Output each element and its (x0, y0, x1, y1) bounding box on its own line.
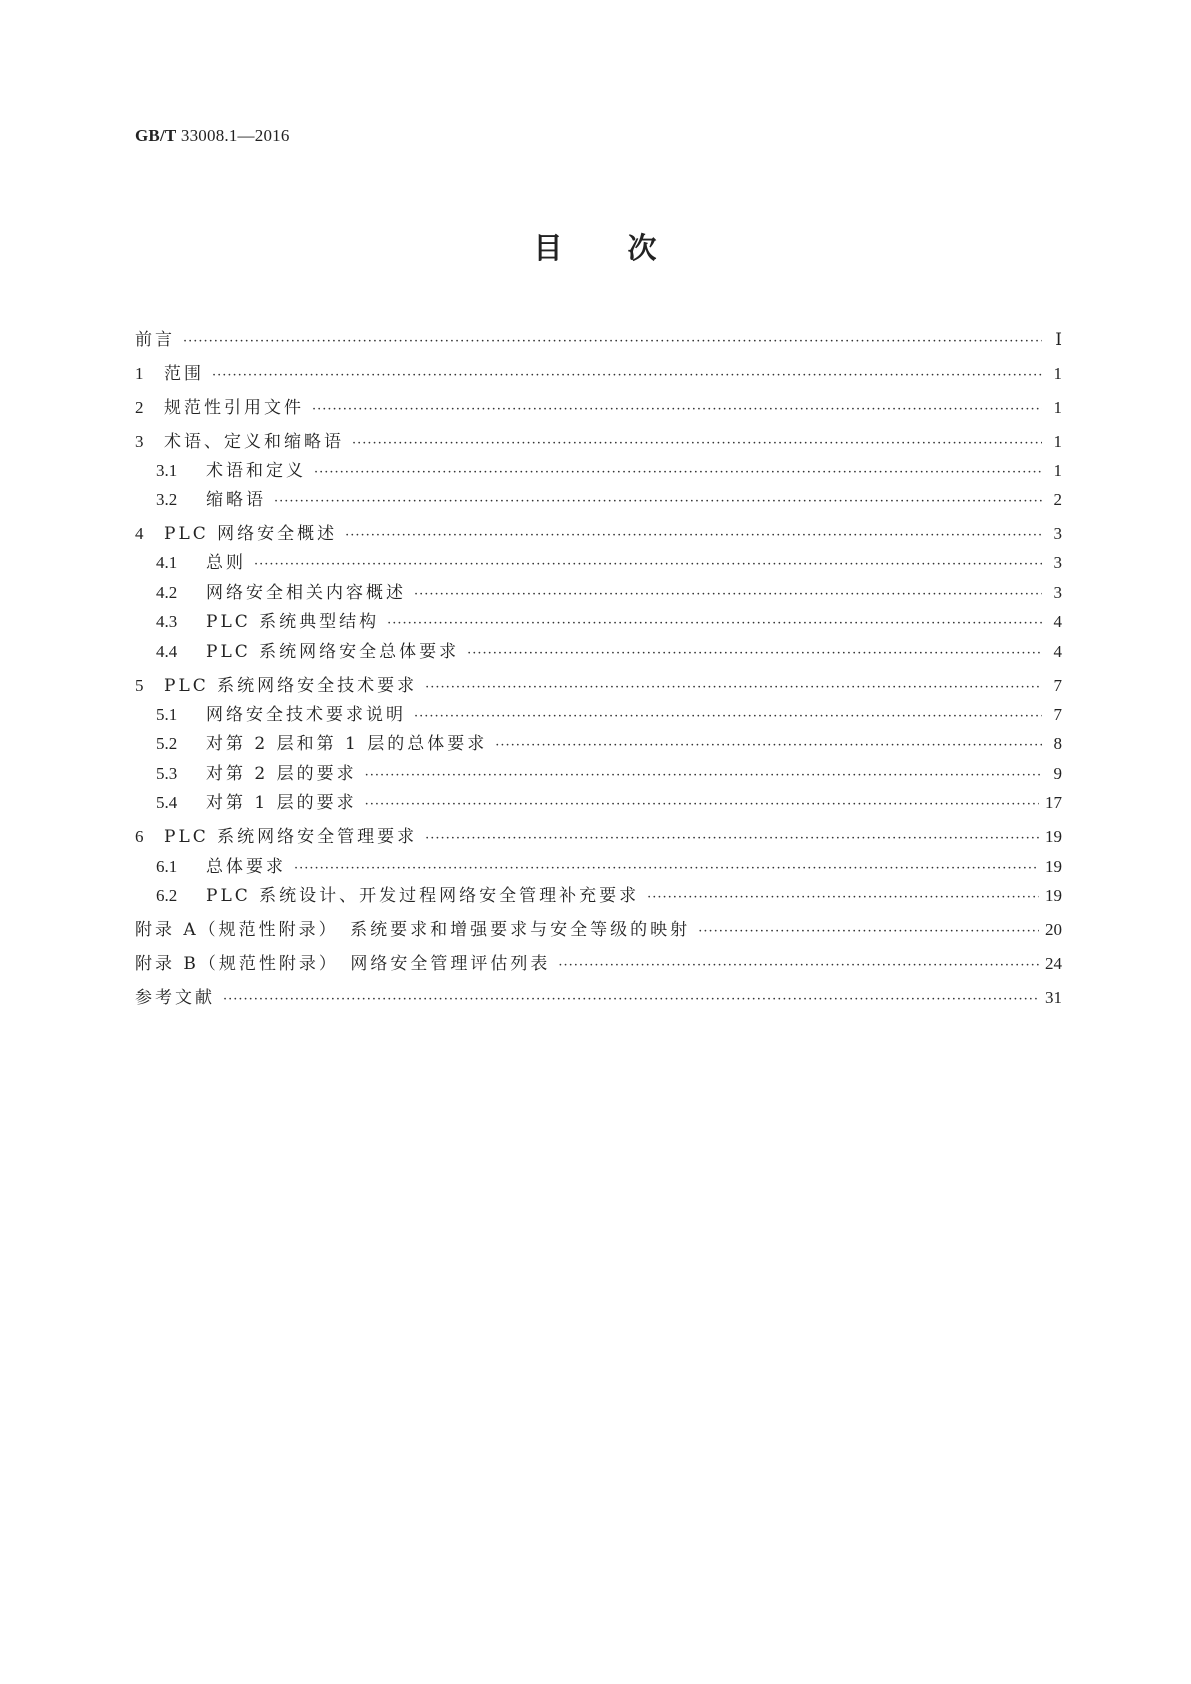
toc-entry-page: 7 (1053, 676, 1062, 695)
toc-entry[interactable] (156, 762, 1062, 786)
toc-entry-page: 1 (1053, 364, 1062, 383)
toc-entry[interactable] (135, 430, 1062, 454)
toc-entry[interactable] (135, 674, 1062, 698)
toc-entry[interactable] (135, 522, 1062, 546)
toc-entry-page: 1 (1053, 398, 1062, 417)
toc-entry-label: 规范性引用文件 (164, 398, 304, 418)
standard-prefix: GB/T (135, 126, 177, 145)
toc-entry-number: 4.3 (156, 612, 178, 631)
toc-entry-label: PLC 网络安全概述 (164, 524, 338, 544)
toc-entry-label: PLC 系统网络安全总体要求 (206, 642, 460, 662)
toc-entry[interactable] (156, 640, 1062, 664)
toc-dot-leader (212, 364, 1042, 388)
toc-entry-label: 参考文献 (135, 988, 215, 1008)
toc-entry-page: 24 (1045, 954, 1062, 973)
toc-entry-page: 17 (1045, 793, 1062, 812)
toc-entry-label: 附录 B（规范性附录） 网络安全管理评估列表 (135, 954, 551, 974)
toc-entry-number: 4.2 (156, 583, 178, 602)
toc-dot-leader (223, 988, 1039, 1012)
toc-entry-number: 3.2 (156, 490, 178, 509)
toc-entry-page: 3 (1053, 524, 1062, 543)
toc-entry-page: 4 (1053, 642, 1062, 661)
toc-entry[interactable] (135, 952, 1062, 976)
toc-entry-label: 范围 (164, 364, 204, 384)
title-char-1: 目 (533, 231, 564, 265)
toc-entry-number: 6.2 (156, 886, 178, 905)
toc-entry-label: 网络安全技术要求说明 (206, 705, 406, 725)
toc-entry-number: 6.1 (156, 857, 178, 876)
toc-entry-number: 4.4 (156, 642, 178, 661)
toc-entry-page: 20 (1045, 920, 1062, 939)
toc-entry-label: 对第 1 层的要求 (206, 793, 357, 813)
toc-entry[interactable] (156, 703, 1062, 727)
toc-entry-page: 8 (1053, 734, 1062, 753)
toc-entry-number: 4.1 (156, 553, 178, 572)
document-code (135, 126, 290, 146)
toc-entry-page: 3 (1053, 553, 1062, 572)
toc-entry-label: 对第 2 层的要求 (206, 764, 357, 784)
toc-dot-leader (425, 676, 1042, 700)
toc-entry[interactable] (135, 986, 1062, 1010)
toc-entry-page: 19 (1045, 886, 1062, 905)
toc-entry-number: 5.1 (156, 705, 178, 724)
toc-entry-label: PLC 系统网络安全管理要求 (164, 827, 418, 847)
toc-dot-leader (558, 954, 1039, 978)
toc-entry-number: 3 (135, 432, 144, 451)
toc-entry-page: 9 (1053, 764, 1062, 783)
toc-entry-label: PLC 系统设计、开发过程网络安全管理补充要求 (206, 886, 640, 906)
toc-entry-label: 附录 A（规范性附录） 系统要求和增强要求与安全等级的映射 (135, 920, 691, 940)
toc-entry-page: 4 (1053, 612, 1062, 631)
toc-entry[interactable] (156, 791, 1062, 815)
toc-entry-number: 2 (135, 398, 144, 417)
toc-dot-leader (495, 734, 1042, 758)
toc-entry-label: PLC 系统典型结构 (206, 612, 380, 632)
title-char-2: 次 (627, 231, 658, 265)
toc-entry[interactable] (156, 884, 1062, 908)
toc-dot-leader (314, 461, 1042, 485)
toc-dot-leader (647, 886, 1039, 910)
toc-entry-label: 总则 (206, 553, 246, 573)
toc-entry-label: 总体要求 (206, 857, 286, 877)
toc-entry[interactable] (135, 825, 1062, 849)
toc-entry-number: 6 (135, 827, 144, 846)
toc-dot-leader (425, 827, 1039, 851)
toc-entry-number: 5.4 (156, 793, 178, 812)
toc-entry-label: 前言 (135, 330, 175, 350)
toc-entry-page: 1 (1053, 432, 1062, 451)
toc-dot-leader (345, 524, 1042, 548)
page-title (0, 226, 1191, 267)
toc-dot-leader (294, 857, 1039, 881)
toc-entry-label: 网络安全相关内容概述 (206, 583, 406, 603)
toc-entry-page: 7 (1053, 705, 1062, 724)
toc-dot-leader (414, 583, 1042, 607)
toc-entry-label: 术语、定义和缩略语 (164, 432, 344, 452)
toc-dot-leader (352, 432, 1042, 456)
toc-entry-label: 对第 2 层和第 1 层的总体要求 (206, 734, 488, 754)
toc-entry[interactable] (135, 396, 1062, 420)
toc-dot-leader (387, 612, 1042, 636)
toc-dot-leader (365, 764, 1042, 788)
toc-dot-leader (365, 793, 1039, 817)
toc-entry[interactable] (156, 581, 1062, 605)
toc-dot-leader (414, 705, 1042, 729)
toc-entry-label: PLC 系统网络安全技术要求 (164, 676, 418, 696)
toc-entry-number: 3.1 (156, 461, 178, 480)
toc-entry-number: 4 (135, 524, 144, 543)
toc-entry[interactable] (156, 488, 1062, 512)
toc-entry[interactable] (156, 855, 1062, 879)
toc-entry-number: 5.3 (156, 764, 178, 783)
toc-entry-page: 1 (1053, 461, 1062, 480)
toc-entry-page: Ⅰ (1055, 330, 1062, 349)
toc-dot-leader (467, 642, 1042, 666)
toc-dot-leader (183, 330, 1042, 354)
toc-entry[interactable] (156, 732, 1062, 756)
toc-entry-page: 31 (1045, 988, 1062, 1007)
toc-dot-leader (274, 490, 1042, 514)
toc-entry-label: 术语和定义 (206, 461, 306, 481)
toc-entry[interactable] (135, 362, 1062, 386)
toc-entry[interactable] (135, 328, 1062, 352)
toc-dot-leader (698, 920, 1039, 944)
toc-entry[interactable] (135, 918, 1062, 942)
toc-entry-number: 1 (135, 364, 144, 383)
toc-dot-leader (254, 553, 1042, 577)
standard-number: 33008.1—2016 (180, 126, 290, 145)
toc-entry-page: 19 (1045, 857, 1062, 876)
toc-entry[interactable] (156, 551, 1062, 575)
toc-entry-page: 3 (1053, 583, 1062, 602)
toc-entry-label: 缩略语 (206, 490, 266, 510)
toc-entry-number: 5.2 (156, 734, 178, 753)
toc-entry-number: 5 (135, 676, 144, 695)
toc-entry-page: 19 (1045, 827, 1062, 846)
toc-dot-leader (312, 398, 1042, 422)
toc-entry[interactable] (156, 459, 1062, 483)
toc-entry[interactable] (156, 610, 1062, 634)
toc-entry-page: 2 (1053, 490, 1062, 509)
